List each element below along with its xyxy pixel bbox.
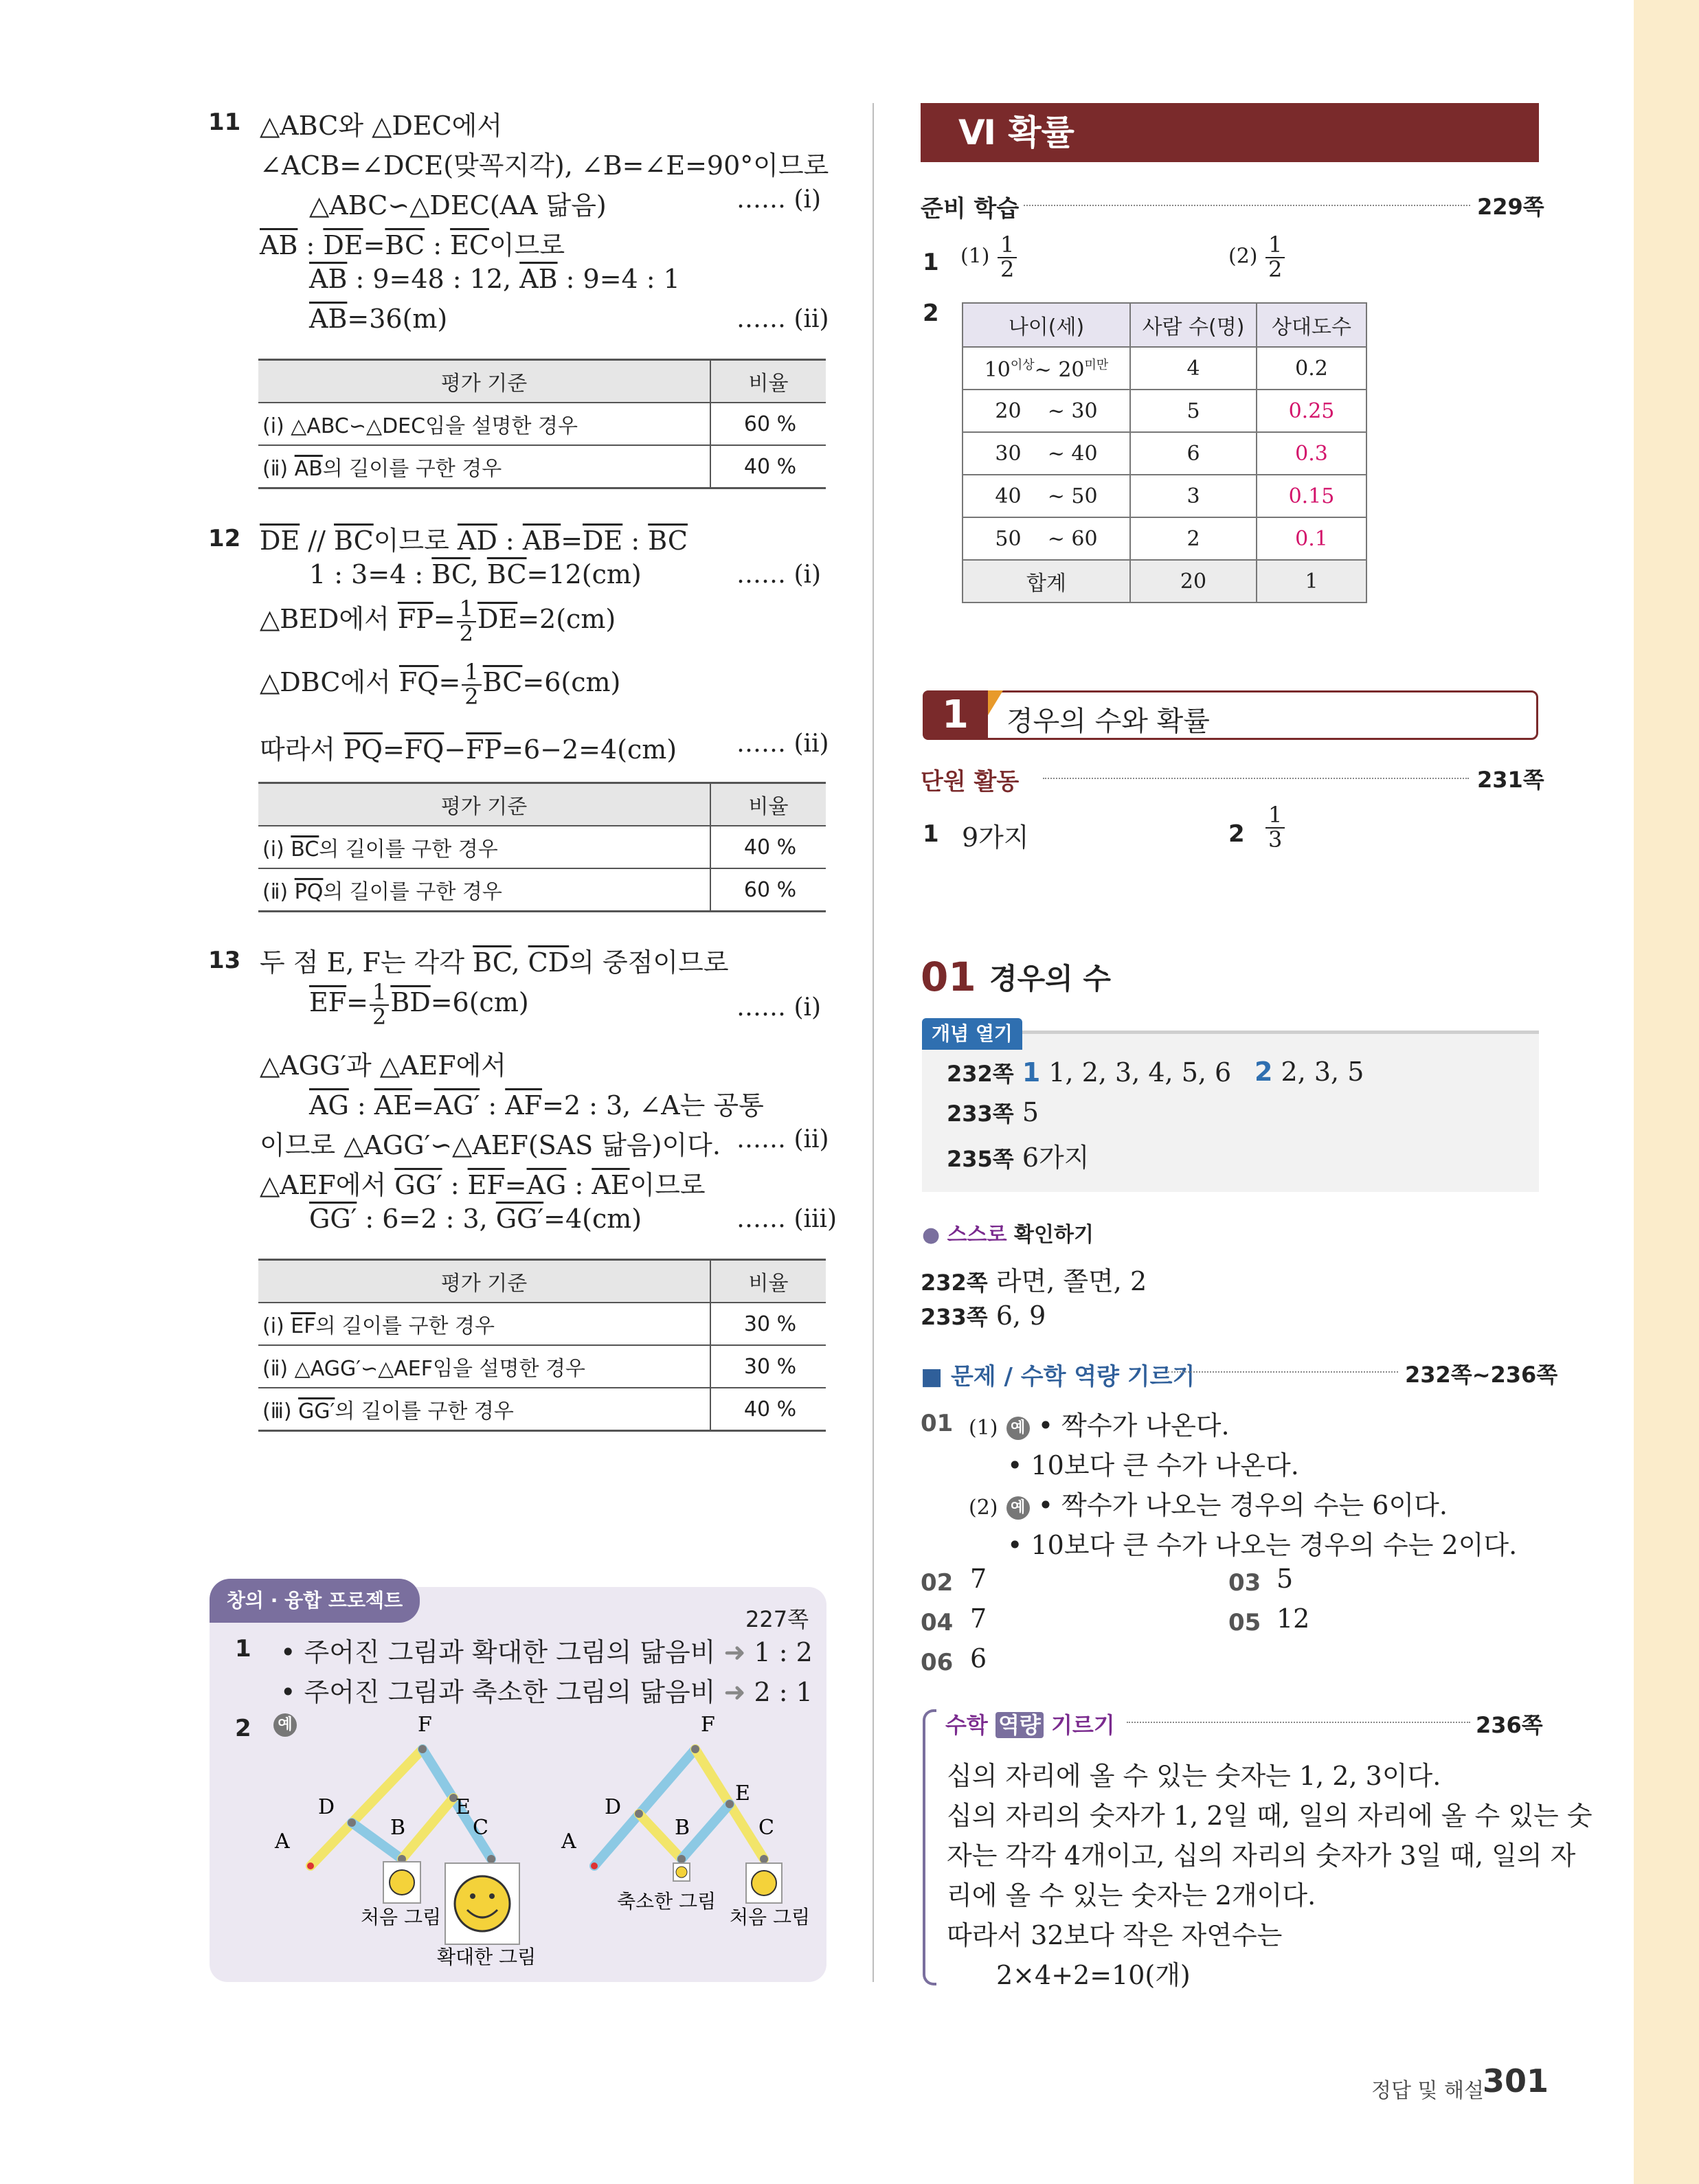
dotted-leader xyxy=(1168,1371,1398,1373)
problem-number: 04 xyxy=(921,1609,954,1636)
self-check-row: 232쪽 라면, 쫄면, 2 xyxy=(921,1266,1147,1296)
table-header: 평가 기준 xyxy=(258,360,710,403)
point-label: E xyxy=(735,1781,750,1805)
fraction: $\frac{1}{2}$ xyxy=(457,598,476,645)
answer-text: 5 xyxy=(1276,1564,1294,1594)
example-badge: 예 xyxy=(273,1713,297,1737)
table-row: 50 ~ 60 2 0.1 xyxy=(963,517,1366,560)
section-title: 수학 역량 기르기 xyxy=(945,1712,1115,1738)
concept-row: 235쪽 6가지 xyxy=(947,1142,1090,1173)
item-number: 1 xyxy=(235,1635,251,1663)
text-line: 십의 자리에 올 수 있는 숫자는 1, 2, 3이다. xyxy=(947,1761,1441,1791)
table-row: (ⅲ) GG′의 길이를 구한 경우 40 % xyxy=(258,1388,826,1431)
footer-label: 정답 및 해설 xyxy=(1371,2079,1484,2103)
evaluation-table xyxy=(258,1259,826,1432)
problem-number: 03 xyxy=(1228,1569,1261,1597)
frequency-table xyxy=(962,302,1367,603)
answer-text: 12 xyxy=(1276,1603,1310,1634)
item-number: 1 xyxy=(923,820,939,848)
table-row: 30 ~ 40 6 0.3 xyxy=(963,432,1366,475)
unit-title: 경우의 수와 확률 xyxy=(1006,706,1210,737)
item-number: 2 xyxy=(923,300,939,327)
table-header: 나이(세) xyxy=(963,303,1130,347)
section-title: ■ 문제 / 수학 역량 기르기 xyxy=(921,1363,1195,1391)
text-line: 1 : 3=4 : $\overline{BC}$, $\overline{BC}=12(cm)$ xyxy=(309,559,642,589)
answer-line: (2) 예 • 짝수가 나오는 경우의 수는 6이다. xyxy=(969,1490,1448,1520)
project-tag: 창의 · 융합 프로젝트 xyxy=(210,1579,420,1623)
step-marker: …… (ⅱ) xyxy=(736,1125,829,1153)
section-title: 준비 학습 xyxy=(921,195,1020,223)
point-label: A xyxy=(561,1830,576,1854)
text-line: $\overline{DE} // \overline{BC}$이므로 $\overline{AD}$ : $\overline{AB}=\overline{DE}$ : $\overline{BC}$ xyxy=(260,526,688,556)
unit-number: 1 xyxy=(923,690,988,740)
bullet-icon: ● xyxy=(922,1223,941,1247)
column-divider xyxy=(873,103,874,1982)
point-label: C xyxy=(758,1816,774,1840)
text-line: ∠ACB=∠DCE(맞꼭지각), ∠B=∠E=90°이므로 xyxy=(260,150,829,181)
step-marker: …… (ⅱ) xyxy=(736,305,829,333)
item-number: 1 xyxy=(923,249,939,276)
point-label: C xyxy=(473,1816,488,1840)
example-badge: 예 xyxy=(1006,1417,1030,1440)
dotted-leader xyxy=(1127,1722,1470,1723)
table-header: 상대도수 xyxy=(1257,303,1366,347)
point-label: F xyxy=(418,1713,432,1737)
table-total-row: 합계 20 1 xyxy=(963,560,1366,603)
text-line: 따라서 $\overline{PQ}=\overline{FQ}-\overline{FP}=6-2=4(cm)$ xyxy=(260,734,677,765)
item-number: 2 xyxy=(235,1715,251,1742)
table-header: 비율 xyxy=(710,360,826,403)
unit-corner-accent xyxy=(988,690,1003,715)
fraction: $\frac{1}{2}$ xyxy=(370,981,389,1028)
arrow-icon: ➜ xyxy=(723,1637,746,1667)
text-line: △ABC∽△DEC(AA 닮음) xyxy=(309,190,607,221)
text-line: 이므로 △AGG′∽△AEF(SAS 닮음)이다. xyxy=(260,1130,721,1160)
table-row: (ⅱ) △AGG′∽△AEF임을 설명한 경우 30 % xyxy=(258,1345,826,1388)
page-reference: 236쪽 xyxy=(1476,1712,1543,1738)
example-badge: 예 xyxy=(1006,1496,1030,1520)
item-number: 2 xyxy=(1228,820,1245,848)
concept-tag: 개념 열기 xyxy=(922,1018,1022,1050)
pantograph-diagram xyxy=(261,1711,824,1972)
caption: 확대한 그림 xyxy=(437,1946,537,1968)
problem-number: 01 xyxy=(921,1410,954,1437)
text-line: $\overline{AB}$ : 9=48 : 12, $\overline{AB}$ : 9=4 : 1 xyxy=(309,264,680,294)
text-line: $\overline{AB}=36(m)$ xyxy=(309,304,448,334)
self-check-row: 233쪽 6, 9 xyxy=(921,1301,1046,1331)
evaluation-table xyxy=(258,782,826,912)
table-header: 비율 xyxy=(710,1260,826,1303)
text-line: • 주어진 그림과 확대한 그림의 닮음비 ➜ 1 : 2 xyxy=(280,1637,813,1667)
step-marker: …… (ⅰ) xyxy=(736,993,822,1022)
problem-number: 11 xyxy=(208,109,241,136)
problem-number: 12 xyxy=(208,525,241,552)
answer-text: 7 xyxy=(970,1603,987,1634)
table-row: 20 ~ 30 5 0.25 xyxy=(963,390,1366,432)
text-line: 십의 자리의 숫자가 1, 2일 때, 일의 자리에 올 수 있는 숫 xyxy=(947,1801,1593,1831)
fraction-answer: (1) $\frac{1}{2}$ xyxy=(960,234,1018,281)
table-row: (ⅰ) △ABC∽△DEC임을 설명한 경우 60 % xyxy=(258,403,826,445)
page-reference: 231쪽 xyxy=(1477,767,1544,793)
text-line: 두 점 E, F는 각각 $\overline{BC}$, $\overline{CD}$의 중점이므로 xyxy=(260,947,729,978)
table-header: 비율 xyxy=(710,783,826,826)
text-line: $\overline{EF}=$ $\frac{1}{2}$ $\overline{BD}=6(cm)$ xyxy=(309,979,529,1030)
lesson-number: 01 xyxy=(921,954,976,1000)
competency-bracket xyxy=(923,1709,936,1985)
text-line: GG′ : 6=2 : 3, GG′=4(cm) xyxy=(309,1204,642,1234)
arrow-icon: ➜ xyxy=(723,1677,746,1707)
step-marker: …… (ⅰ) xyxy=(736,561,822,589)
answer-text: 6 xyxy=(970,1643,987,1674)
point-label: D xyxy=(605,1795,622,1819)
text-line: 따라서 32보다 작은 자연수는 xyxy=(947,1920,1283,1950)
table-row: $10^{이상}\sim$ $20^{미만}$ 4 0.2 xyxy=(963,347,1366,390)
caption: 축소한 그림 xyxy=(617,1890,717,1913)
concept-row: 2 2, 3, 5 xyxy=(1254,1057,1364,1087)
problem-number: 02 xyxy=(921,1569,954,1597)
chapter-header: Ⅵ 확률 xyxy=(921,103,1539,162)
point-label: F xyxy=(701,1713,715,1737)
point-label: B xyxy=(675,1816,690,1840)
table-header: 사람 수(명) xyxy=(1130,303,1257,347)
answer-text: 9가지 xyxy=(962,822,1029,853)
table-header: 평가 기준 xyxy=(258,1260,710,1303)
page-number: 301 xyxy=(1483,2062,1549,2099)
dotted-leader xyxy=(1024,205,1470,206)
evaluation-table xyxy=(258,359,826,489)
table-header: 평가 기준 xyxy=(258,783,710,826)
page-reference: 227쪽 xyxy=(745,1606,809,1632)
text-line: $\overline{AB}$ : $\overline{DE}=\overline{BC}$ : $\overline{EC}$이므로 xyxy=(260,230,565,260)
text-line: △BED에서 $\overline{FP}=$ $\frac{1}{2}$ $\overline{DE}=2(cm)$ xyxy=(260,596,616,646)
table-row: (ⅰ) $\overline{BC}$의 길이를 구한 경우 40 % xyxy=(258,826,826,868)
point-label: D xyxy=(318,1795,335,1819)
text-line: $\overline{AG}$ : $\overline{AE}=AG'$ : $\overline{AF}=2$ : 3, ∠A는 공통 xyxy=(309,1090,764,1121)
dotted-leader xyxy=(1043,778,1469,779)
concept-row: 233쪽 5 xyxy=(947,1097,1039,1127)
fraction-answer: (2) $\frac{1}{2}$ xyxy=(1228,234,1286,281)
page-reference: 232쪽~236쪽 xyxy=(1405,1362,1558,1388)
section-title: 단원 활동 xyxy=(921,768,1020,796)
answer-line: • 10보다 큰 수가 나온다. xyxy=(1007,1450,1299,1481)
fraction-answer: $\frac{1}{3}$ xyxy=(1264,804,1286,851)
table-row: 40 ~ 50 3 0.15 xyxy=(963,475,1366,517)
caption: 처음 그림 xyxy=(361,1906,442,1928)
fraction: $\frac{1}{2}$ xyxy=(462,661,481,708)
problem-number: 06 xyxy=(921,1649,954,1676)
concept-row: 232쪽 1 1, 2, 3, 4, 5, 6 xyxy=(947,1057,1232,1088)
point-label: E xyxy=(455,1795,471,1819)
point-label: A xyxy=(275,1830,290,1854)
step-marker: …… (ⅰ) xyxy=(736,185,822,214)
pantograph-left xyxy=(274,1713,536,1968)
table-row: (ⅱ) $\overline{PQ}$의 길이를 구한 경우 60 % xyxy=(258,868,826,912)
table-row: (ⅰ) $\overline{EF}$의 길이를 구한 경우 30 % xyxy=(258,1303,826,1345)
answer-line: (1) 예 • 짝수가 나온다. xyxy=(969,1410,1230,1441)
text-line: 자는 각각 4개이고, 십의 자리의 숫자가 3일 때, 일의 자 xyxy=(947,1840,1576,1871)
text-line: 리에 올 수 있는 숫자는 2개이다. xyxy=(947,1880,1316,1911)
answer-line: • 10보다 큰 수가 나오는 경우의 수는 2이다. xyxy=(1007,1530,1518,1560)
lesson-title: 경우의 수 xyxy=(989,962,1111,995)
point-label: B xyxy=(390,1816,406,1840)
problem-number: 13 xyxy=(208,947,241,974)
caption: 처음 그림 xyxy=(730,1906,811,1928)
text-line: △ABC와 △DEC에서 xyxy=(260,111,503,141)
pantograph-right xyxy=(561,1713,810,1928)
problem-number: 05 xyxy=(1228,1609,1261,1636)
page-reference: 229쪽 xyxy=(1477,194,1544,220)
table-row: (ⅱ) $\overline{AB}$의 길이를 구한 경우 40 % xyxy=(258,445,826,488)
section-title: ● 스스로 확인하기 xyxy=(922,1223,1094,1247)
text-line: △DBC에서 $\overline{FQ}=$ $\frac{1}{2}$ $\overline{BC}=6(cm)$ xyxy=(260,659,621,710)
text-line: • 주어진 그림과 축소한 그림의 닮음비 ➜ 2 : 1 xyxy=(280,1677,813,1707)
text-line: △AEF에서 GG′ : $\overline{EF}=\overline{AG}$ : $\overline{AE}$이므로 xyxy=(260,1170,706,1200)
page-edge-stripe xyxy=(1634,0,1699,2184)
text-line: 2×4+2=10(개) xyxy=(996,1960,1191,1990)
step-marker: …… (ⅲ) xyxy=(736,1205,837,1233)
answer-text: 7 xyxy=(970,1564,987,1594)
text-line: △AGG′과 △AEF에서 xyxy=(260,1050,506,1081)
step-marker: …… (ⅱ) xyxy=(736,730,829,758)
